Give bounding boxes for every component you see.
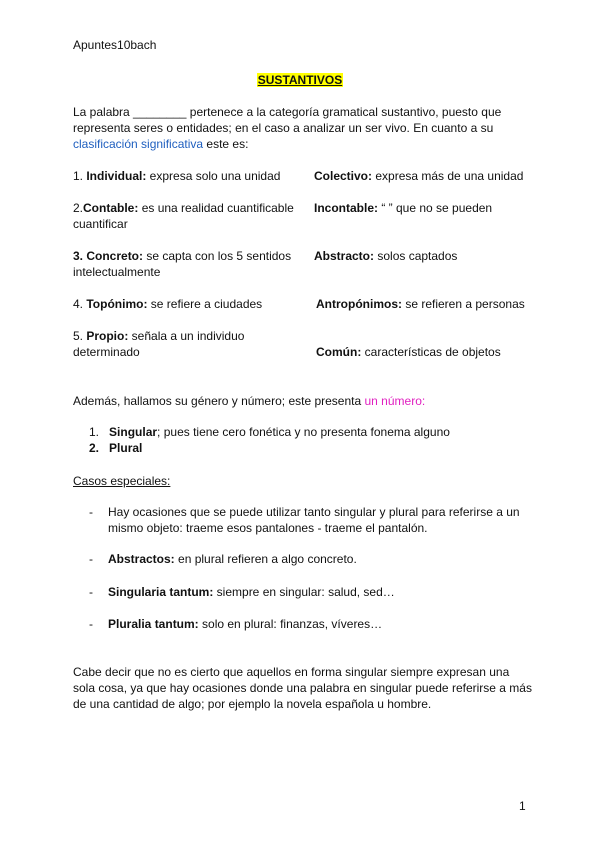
page-header: Apuntes10bach — [73, 38, 157, 52]
description: se capta con los 5 sentidos intelectualmente — [73, 249, 292, 279]
special-case-item — [89, 584, 529, 600]
term: Contable: — [83, 201, 139, 215]
description: se refieren a personas — [402, 297, 525, 311]
number-highlight: un número: — [364, 394, 426, 408]
intro-paragraph — [73, 104, 533, 152]
classification-left-1 — [73, 168, 308, 184]
classification-right-5 — [316, 344, 546, 360]
dash-bullet: - — [89, 552, 93, 566]
item-number: 2. — [73, 201, 84, 215]
term: Singular — [109, 425, 158, 439]
term: Concreto: — [86, 249, 144, 263]
intro-text-1: La palabra ________ pertenece a la categoría gramatical sustantivo, puesto que representa seres o entidades; en el caso a analizar un ser vivo. En cuanto a su — [73, 105, 502, 135]
classification-right-2 — [314, 200, 544, 216]
term: Topónimo: — [86, 297, 148, 311]
term: Pluralia tantum: — [108, 617, 199, 631]
term: Incontable: — [314, 201, 379, 215]
term: Propio: — [86, 329, 129, 343]
item-number: 4. — [73, 297, 87, 311]
description: solos captados — [374, 249, 458, 263]
special-cases-heading: Casos especiales: — [73, 474, 171, 488]
term: Antropónimos: — [316, 297, 402, 311]
classification-link[interactable]: clasificación significativa — [73, 137, 204, 151]
list-item — [89, 424, 450, 440]
dash-bullet: - — [89, 617, 93, 631]
number-list — [89, 424, 450, 456]
dash-bullet: - — [89, 505, 93, 519]
term: Singularia tantum: — [108, 585, 214, 599]
classification-right-4 — [316, 296, 546, 312]
special-case-item — [89, 551, 529, 567]
classification-left-5 — [73, 328, 273, 360]
item-number: 1. — [73, 169, 87, 183]
description: “ ” que no se pueden — [378, 201, 493, 215]
classification-right-3 — [314, 248, 544, 264]
conclusion-paragraph: Cabe decir que no es cierto que aquellos en forma singular siempre expresan una sola cosa, ya que hay ocasiones donde una palabra en singular puede referirse a más de una cantidad de algo; por ejemplo la novela española u hombre. — [73, 665, 532, 711]
number-paragraph — [73, 393, 425, 409]
description: ; pues tiene cero fonética y no presenta fonema alguno — [157, 425, 450, 439]
description: características de objetos — [361, 345, 501, 359]
intro-text-2: este es: — [203, 137, 249, 151]
term: Individual: — [86, 169, 147, 183]
item-number: 3. — [73, 249, 87, 263]
description: expresa más de una unidad — [372, 169, 524, 183]
term: Colectivo: — [314, 169, 373, 183]
description: solo en plural: finanzas, víveres… — [198, 617, 383, 631]
number-text: Además, hallamos su género y número; este presenta — [73, 394, 365, 408]
classification-left-2 — [73, 200, 308, 232]
special-case-item — [89, 616, 529, 632]
description: siempre en singular: salud, sed… — [213, 585, 395, 599]
list-number: 2. — [89, 441, 100, 455]
item-number: 5. — [73, 329, 87, 343]
term: Abstracto: — [314, 249, 375, 263]
special-case-item — [89, 504, 529, 536]
description: Hay ocasiones que se puede utilizar tanto singular y plural para referirse a un mismo objeto: traeme esos pantalones - traeme el pantalón. — [108, 505, 520, 535]
description: expresa solo una unidad — [146, 169, 281, 183]
description: es una realidad cuantificable cuantificar — [73, 201, 294, 231]
description: en plural refieren a algo concreto. — [174, 552, 357, 566]
title-text: SUSTANTIVOS — [257, 73, 343, 87]
term: Plural — [109, 441, 143, 455]
list-item — [89, 440, 450, 456]
classification-right-1 — [314, 168, 544, 184]
dash-bullet: - — [89, 585, 93, 599]
term: Común: — [316, 345, 362, 359]
description: señala a un individuo determinado — [73, 329, 245, 359]
classification-left-3 — [73, 248, 308, 280]
term: Abstractos: — [108, 552, 175, 566]
page-number: 1 — [519, 799, 526, 813]
description: se refiere a ciudades — [147, 297, 263, 311]
page-title — [0, 72, 600, 88]
list-number: 1. — [89, 425, 100, 439]
classification-left-4 — [73, 296, 308, 312]
